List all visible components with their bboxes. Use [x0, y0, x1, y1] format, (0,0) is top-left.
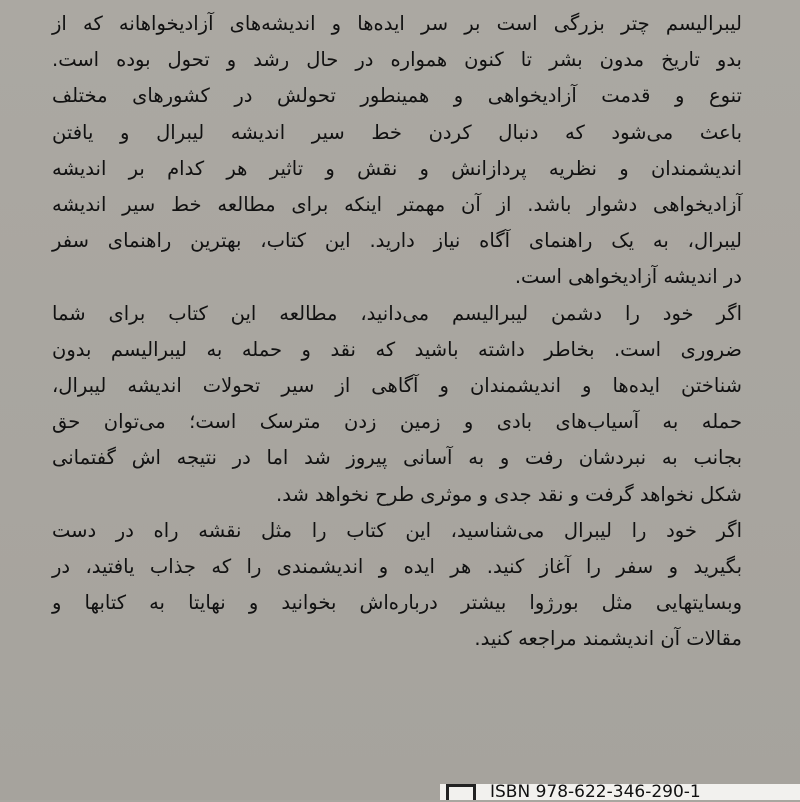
- text-line: بگیرید و سفر را آغاز کنید. هر ایده و اندیشمندی را که جذاب یافتید، در: [52, 555, 742, 579]
- isbn-number: ISBN 978-622-346-290-1: [490, 782, 701, 802]
- text-line: بدو تاریخ مدون بشر تا کنون همواره در حال رشد و تحول بوده است.: [52, 48, 742, 72]
- paragraph-2: [52, 296, 742, 513]
- paragraph-1: [52, 6, 742, 296]
- text-line: لیبرال، به یک راهنمای آگاه نیاز دارید. این کتاب، بهترین راهنمای سفر: [52, 229, 742, 253]
- text-line: اگر خود را لیبرال می‌شناسید، این کتاب را مثل نقشه راه در دست: [52, 518, 742, 542]
- paragraph-3: [52, 513, 742, 658]
- text-line: بجانب به نبردشان رفت و به آسانی پیروز شد اما در نتیجه اش گفتمانی: [52, 446, 742, 470]
- text-line: ضروری است. بخاطر داشته باشید که نقد و حمله به لیبرالیسم بدون: [52, 337, 742, 361]
- publisher-logo: [446, 784, 476, 800]
- text-line: مقالات آن اندیشمند مراجعه کنید.: [474, 627, 742, 651]
- text-line: اندیشمندان و نظریه پردازانش و نقش و تاثیر هر کدام بر اندیشه: [52, 156, 742, 180]
- text-line: آزادیخواهی دشوار باشد. از آن مهمتر اینکه برای مطالعه خط سیر اندیشه: [52, 193, 742, 217]
- text-line: در اندیشه آزادیخواهی است.: [514, 265, 742, 289]
- text-line: لیبرالیسم چتر بزرگی است بر سر ایده‌ها و اندیشه‌های آزادیخواهانه که از: [52, 12, 742, 35]
- text-line: حمله به آسیاب‌های بادی و زمین زدن مترسک است؛ می‌توان حق: [52, 410, 742, 434]
- text-line: وبسایتهایی مثل بورژوا بیشتر درباره‌اش بخوانید و نهایتا به کتابها و: [52, 591, 742, 615]
- text-line: شکل نخواهد گرفت و نقد جدی و موثری طرح نخواهد شد.: [276, 482, 742, 506]
- text-line: شناختن ایده‌ها و اندیشمندان و آگاهی از سیر تحولات اندیشه لیبرال،: [52, 374, 742, 398]
- text-line: اگر خود را دشمن لیبرالیسم می‌دانید، مطالعه این کتاب برای شما: [52, 301, 742, 325]
- blurb-text: [52, 6, 742, 658]
- text-line: تنوع و قدمت آزادیخواهی و همینطور تحولش در کشورهای مختلف: [52, 84, 742, 108]
- text-line: باعث می‌شود که دنبال کردن خط سیر اندیشه لیبرال و یافتن: [52, 120, 742, 144]
